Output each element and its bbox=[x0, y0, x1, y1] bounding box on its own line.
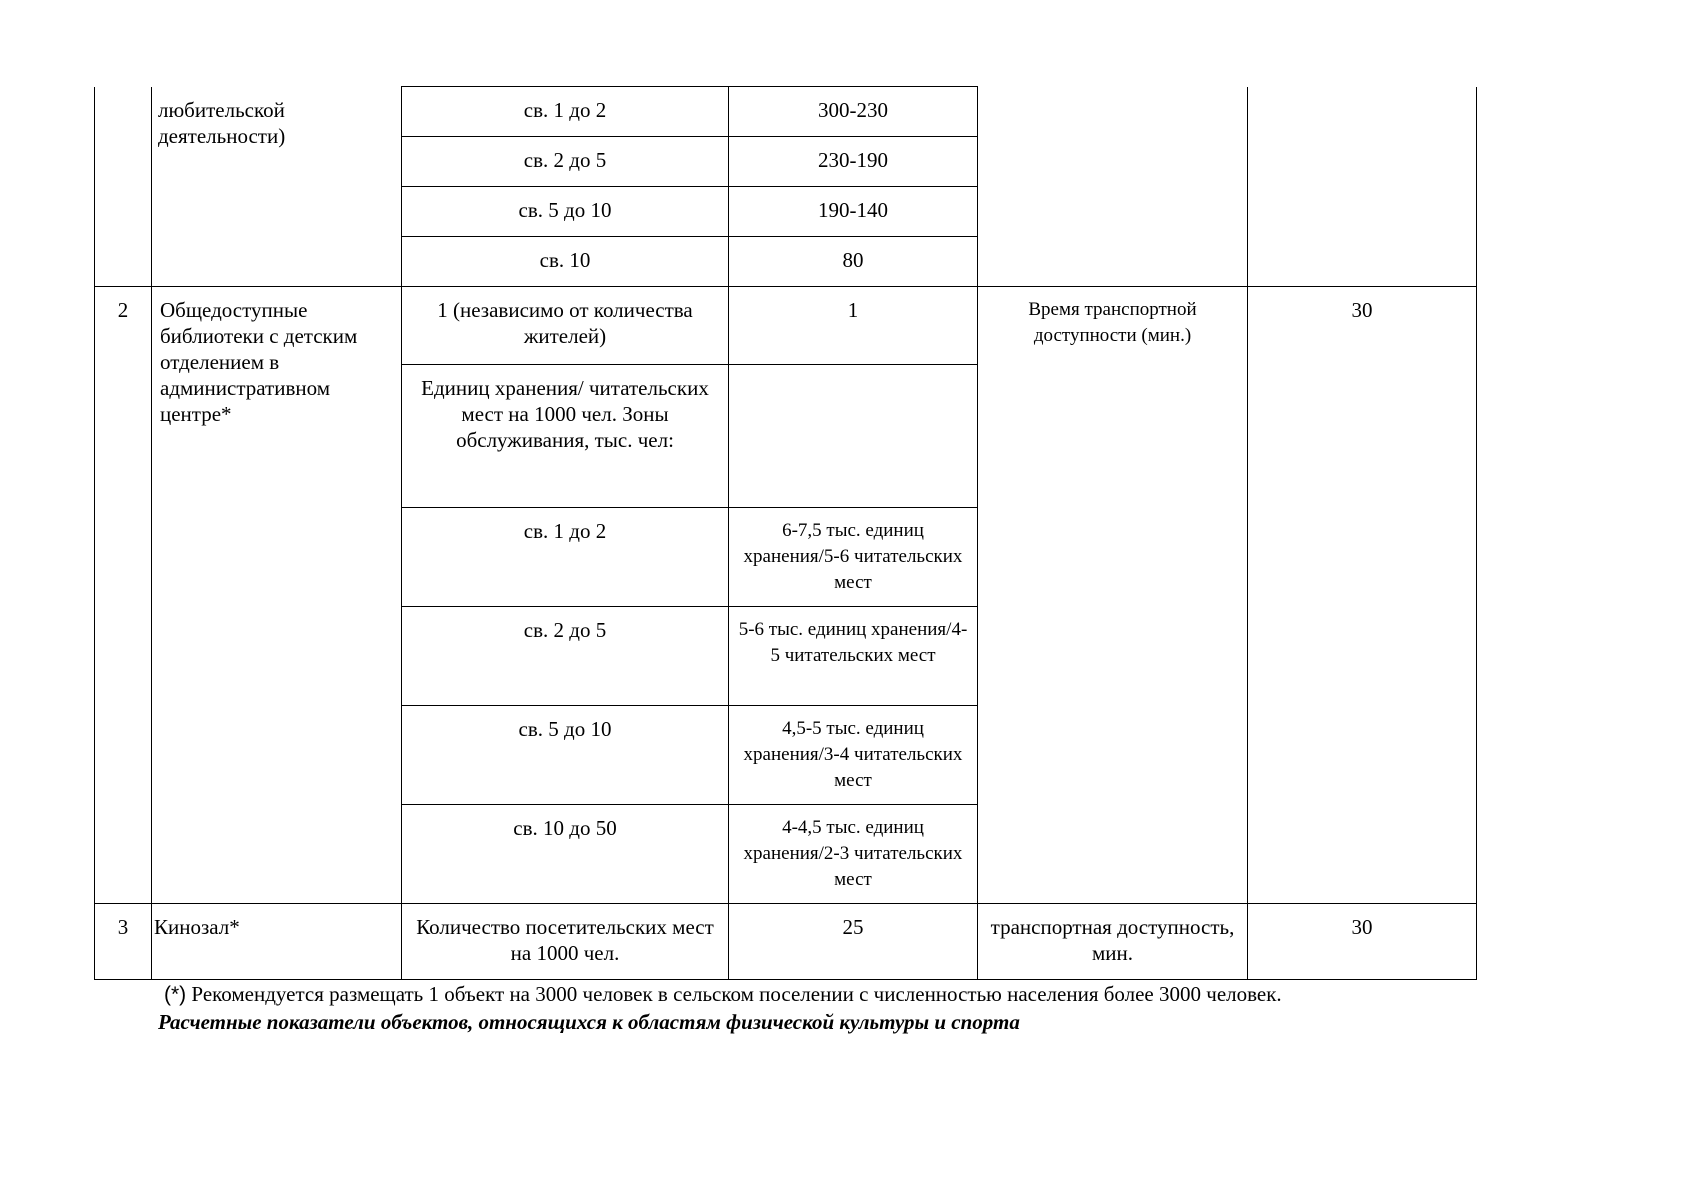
zone-cell: св. 10 до 50 bbox=[402, 805, 729, 904]
value-cell: 4-4,5 тыс. единиц хранения/2-3 читательских мест bbox=[729, 805, 978, 904]
row-number-cell bbox=[95, 87, 152, 287]
zone-cell: св. 1 до 2 bbox=[402, 508, 729, 607]
indicator-value-cell: 30 bbox=[1248, 904, 1477, 980]
subheader-cell: Единиц хранения/ читательских мест на 1000 чел. Зоны обслуживания, тыс. чел: bbox=[402, 365, 729, 508]
value-cell: 6-7,5 тыс. единиц хранения/5-6 читательских мест bbox=[729, 508, 978, 607]
value-cell: 5-6 тыс. единиц хранения/4-5 читательских мест bbox=[729, 607, 978, 706]
row-number-cell: 3 bbox=[95, 904, 152, 980]
footnote bbox=[164, 980, 1282, 1009]
table-row bbox=[95, 904, 1477, 980]
norms-table bbox=[94, 86, 1477, 980]
zone-cell: св. 2 до 5 bbox=[402, 137, 729, 187]
zone-cell: св. 1 до 2 bbox=[402, 87, 729, 137]
section-heading: Расчетные показатели объектов, относящихся к областям физической культуры и спорта bbox=[158, 1010, 1020, 1034]
value-cell: 300-230 bbox=[729, 87, 978, 137]
value-cell: 4,5-5 тыс. единиц хранения/3-4 читательских мест bbox=[729, 706, 978, 805]
zone-cell: св. 5 до 10 bbox=[402, 706, 729, 805]
facility-name-cell: Общедоступные библиотеки с детским отделением в административном центре* bbox=[152, 287, 402, 904]
value-cell: 1 bbox=[729, 287, 978, 365]
zone-cell: св. 2 до 5 bbox=[402, 607, 729, 706]
table-row bbox=[95, 287, 1477, 365]
indicator-cell: транспортная доступность, мин. bbox=[978, 904, 1248, 980]
indicator-value-cell bbox=[1248, 87, 1477, 287]
zone-cell: 1 (независимо от количества жителей) bbox=[402, 287, 729, 365]
footnote-mark: (*) bbox=[164, 983, 187, 1006]
indicator-value-cell: 30 bbox=[1248, 287, 1477, 904]
value-cell: 25 bbox=[729, 904, 978, 980]
facility-name-cell: Кинозал* bbox=[152, 904, 402, 980]
row-number-cell: 2 bbox=[95, 287, 152, 904]
zone-cell: св. 5 до 10 bbox=[402, 187, 729, 237]
zone-cell: св. 10 bbox=[402, 237, 729, 287]
facility-name-cell: любительской деятельности) bbox=[152, 87, 402, 287]
value-cell: 190-140 bbox=[729, 187, 978, 237]
indicator-cell bbox=[978, 87, 1248, 287]
indicator-cell: Время транспортной доступности (мин.) bbox=[978, 287, 1248, 904]
value-cell: 230-190 bbox=[729, 137, 978, 187]
footnote-text: Рекомендуется размещать 1 объект на 3000 человек в сельском поселении с численностью населения более 3000 человек. bbox=[186, 982, 1282, 1006]
value-cell bbox=[729, 365, 978, 508]
table-row bbox=[95, 87, 1477, 137]
value-cell: 80 bbox=[729, 237, 978, 287]
zone-cell: Количество посетительских мест на 1000 чел. bbox=[402, 904, 729, 980]
